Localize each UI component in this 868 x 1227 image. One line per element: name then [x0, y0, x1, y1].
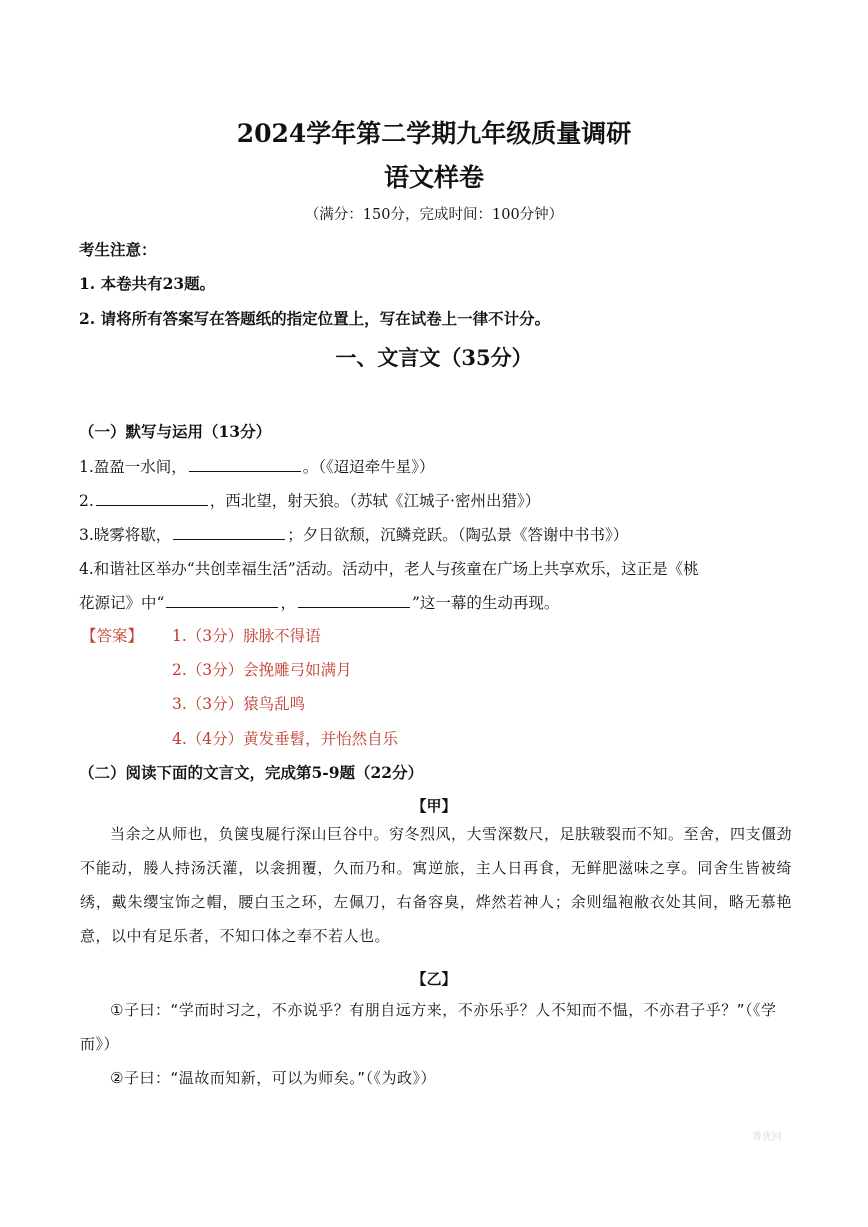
answer-blank: [166, 593, 278, 608]
watermark: 菁优网: [752, 1132, 782, 1143]
notice-item-2: 2. 请将所有答案写在答题纸的指定位置上，写在试卷上一律不计分。: [79, 309, 551, 328]
question-2: [79, 489, 540, 511]
notice-heading: 考生注意：: [79, 240, 157, 259]
answer-2: 2.（3分）会挽雕弓如满月: [172, 661, 352, 679]
exam-meta: （满分：150分，完成时间：100分钟）: [304, 207, 564, 223]
passage-yi-item-1: ①子曰：“学而时习之，不亦说乎？有朋自远方来，不亦乐乎？人不知而不愠，不亦君子乎？”（《学而》）: [80, 1001, 777, 1053]
q1-text-pre: 1.盈盈一水间，: [79, 458, 187, 476]
passage-jia-label: 【甲】: [411, 797, 457, 815]
part1-heading: （一）默写与运用（13分）: [79, 422, 272, 441]
answer-blank: [189, 457, 301, 472]
passage-yi-label: 【乙】: [411, 970, 457, 988]
q4-text-pre: 花源记》中“: [79, 594, 165, 612]
answer-blank: [96, 491, 208, 506]
q3-text-post: ；夕日欲颓，沉鳞竞跃。（陶弘景《答谢中书书》）: [287, 526, 629, 544]
question-4-line-2: [79, 591, 559, 613]
exam-subtitle: 语文样卷: [383, 163, 484, 192]
question-3: [79, 523, 628, 545]
q4-text-mid: ，: [280, 594, 296, 612]
q1-text-post: 。（《迢迢牵牛星》）: [302, 458, 435, 476]
passage-yi-item-2: ②子曰：“温故而知新，可以为师矣。”（《为政》）: [110, 1069, 436, 1087]
question-1: [79, 455, 435, 477]
exam-title: 2024学年第二学期九年级质量调研: [236, 119, 632, 148]
answer-blank: [173, 525, 285, 540]
answer-label: 【答案】: [81, 627, 144, 645]
answer-blank: [298, 593, 410, 608]
q4-text-post: ”这一幕的生动再现。: [411, 594, 560, 612]
answer-1: 1.（3分）脉脉不得语: [172, 627, 321, 645]
q3-text-pre: 3.晓雾将歇，: [79, 526, 172, 544]
section-title: 一、文言文（35分）: [335, 345, 533, 370]
q2-text-pre: 2.: [79, 492, 94, 510]
answer-3: 3.（3分）猿鸟乱鸣: [172, 695, 306, 713]
part2-heading: （二）阅读下面的文言文，完成第5-9题（22分）: [79, 763, 424, 782]
question-4-line-1: 4.和谐社区举办“共创幸福生活”活动。活动中，老人与孩童在广场上共享欢乐，这正是《桃: [79, 560, 699, 578]
q2-text-post: ，西北望，射天狼。（苏轼《江城子·密州出猎》）: [209, 492, 541, 510]
notice-item-1: 1. 本卷共有23题。: [79, 274, 216, 293]
answer-4: 4.（4分）黄发垂髫，并怡然自乐: [172, 730, 399, 748]
passage-jia-text: 当余之从师也，负箧曳屣行深山巨谷中。穷冬烈风，大雪深数尺，足肤皲裂而不知。至舍，四支僵劲不能动，媵人持汤沃灌，以衾拥覆，久而乃和。寓逆旅，主人日再食，无鲜肥滋味之享。同舍生皆被绮绣，戴朱缨宝饰之帽，腰白玉之环，左佩刀，右备容臭，烨然若神人；余则缊袍敝衣处其间，略无慕艳意，以中有足乐者，不知口体之奉不若人也。: [80, 825, 793, 945]
